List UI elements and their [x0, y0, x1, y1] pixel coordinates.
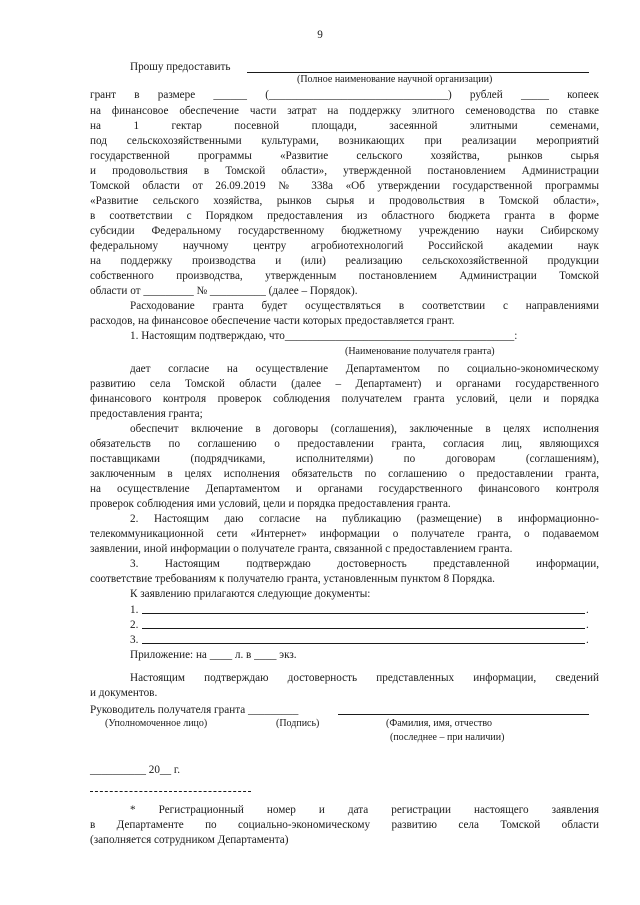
grant-line-1: грант в размере ______ (________________________________) рублей _____ копеек	[90, 89, 599, 101]
grant-line-11: федеральному научному центру агробиотехнологий Российской академии наук	[90, 240, 599, 252]
grant-line-8: «Развитие сельского хозяйства, рынков сырья и продовольствия в Томской области»,	[90, 195, 599, 207]
consent-line-1: дает согласие на осуществление Департаментом по социально-экономическому	[130, 363, 599, 375]
attachment-end-2: .	[586, 619, 589, 631]
item2-line-3: заявлении, иной информации о получателе гранта, связанной с предоставлением гранта.	[90, 543, 513, 555]
grant-line-13: собственного производства, утвержденным постановлением Администрации Томской	[90, 270, 599, 282]
contracts-line-5: на осуществление Департаментом и органами государственного финансового контроля	[90, 483, 599, 495]
footnote-line-2: в Департаменте по социально-экономическому развитию села Томской области	[90, 819, 599, 831]
full-name-caption: (Фамилия, имя, отчество	[386, 718, 492, 729]
contracts-line-6: проверок соблюдения ими условий, цели и порядка предоставления гранта.	[90, 498, 451, 510]
item2-line-1: 2. Настоящим даю согласие на публикацию (размещение) в информационно-	[130, 513, 599, 525]
recipient-name-caption: (Наименование получателя гранта)	[345, 346, 495, 357]
grant-line-3: на 1 гектар посевной площади, засеянной элитными семенами,	[90, 120, 599, 132]
authorized-person-caption: (Уполномоченное лицо)	[105, 718, 208, 729]
consent-line-2: развитию села Томской области (далее – Департамент) и органами государственного	[90, 378, 599, 390]
signature-caption: (Подпись)	[276, 718, 320, 729]
expense-line-1: Расходование гранта будет осуществляться в соответствии с направлениями	[130, 300, 599, 312]
item3-line-2: соответствие требованиям к получателю гранта, установленным пунктом 8 Порядка.	[90, 573, 495, 585]
organization-name-caption: (Полное наименование научной организации)	[297, 74, 493, 85]
confirm-line-2: и документов.	[90, 687, 158, 699]
footnote-line-1: * Регистрационный номер и дата регистрации настоящего заявления	[130, 804, 599, 816]
attachment-line-2[interactable]	[142, 628, 585, 629]
contracts-line-4: заключенным в целях исполнения обязательств по соглашению о предоставлении гранта,	[90, 468, 599, 480]
date-line: __________ 20__ г.	[90, 764, 181, 776]
signature-lead: Руководитель получателя гранта _________	[90, 704, 299, 716]
attachments-lead: К заявлению прилагаются следующие документы:	[130, 588, 371, 600]
consent-line-3: финансового контроля проверок соблюдения получателем гранта условий, цели и порядка	[90, 393, 599, 405]
grant-line-4: под сельскохозяйственными культурами, возникающих при реализации мероприятий	[90, 135, 599, 147]
grant-line-5: государственной программы «Развитие сельского хозяйства, рынков сырья	[90, 150, 599, 162]
consent-line-4: предоставления гранта;	[90, 408, 203, 420]
grant-line-7: Томской области от 26.09.2019 № 338а «Об утверждении государственной программы	[90, 180, 599, 192]
annex-line: Приложение: на ____ л. в ____ экз.	[130, 649, 297, 661]
request-lead: Прошу предоставить	[130, 61, 231, 73]
contracts-line-1: обеспечит включение в договоры (соглашения), заключенные в целях исполнения	[130, 423, 599, 435]
attachment-line-1[interactable]	[142, 613, 585, 614]
attachment-end-1: .	[586, 604, 589, 616]
grant-line-9: в соответствии с Порядком предоставления из областного бюджета гранта в форме	[90, 210, 599, 222]
page-number: 9	[317, 29, 323, 41]
footnote-separator	[90, 791, 251, 792]
contracts-line-3: поставщиками (подрядчиками, исполнителями) по договорам (соглашениям),	[90, 453, 599, 465]
full-name-line[interactable]	[338, 714, 589, 715]
item3-line-1: 3. Настоящим подтверждаю достоверность представленной информации,	[130, 558, 599, 570]
attachment-end-3: .	[586, 634, 589, 646]
patronymic-note: (последнее – при наличии)	[390, 732, 505, 743]
attachment-number-2: 2.	[130, 619, 139, 631]
grant-line-12: на поддержку производства и (или) реализацию сельскохозяйственной продукции	[90, 255, 599, 267]
grant-line-2: на финансовое обеспечение части затрат на поддержку элитного семеноводства по ставке	[90, 105, 599, 117]
footnote-line-3: (заполняется сотрудником Департамента)	[90, 834, 289, 846]
grant-line-10: субсидии Федеральному государственному бюджетному учреждению науки Сибирскому	[90, 225, 599, 237]
attachment-line-3[interactable]	[142, 643, 585, 644]
attachment-number-3: 3.	[130, 634, 139, 646]
grant-line-14: области от _________ № __________ (далее – Порядок).	[90, 285, 358, 297]
contracts-line-2: обязательств по соглашению о предоставлении гранта, согласия лиц, являющихся	[90, 438, 599, 450]
confirm-line-1: Настоящим подтверждаю достоверность представленных информации, сведений	[130, 672, 599, 684]
item1-lead: 1. Настоящим подтверждаю, что_________________________________________:	[130, 330, 518, 342]
item2-line-2: телекоммуникационной сети «Интернет» информации о получателе гранта, о подаваемом	[90, 528, 599, 540]
grant-line-6: и продовольствия в Томской области», утвержденной постановлением Администрации	[90, 165, 599, 177]
attachment-number-1: 1.	[130, 604, 139, 616]
expense-line-2: расходов, на финансовое обеспечение части которых предоставляется грант.	[90, 315, 455, 327]
